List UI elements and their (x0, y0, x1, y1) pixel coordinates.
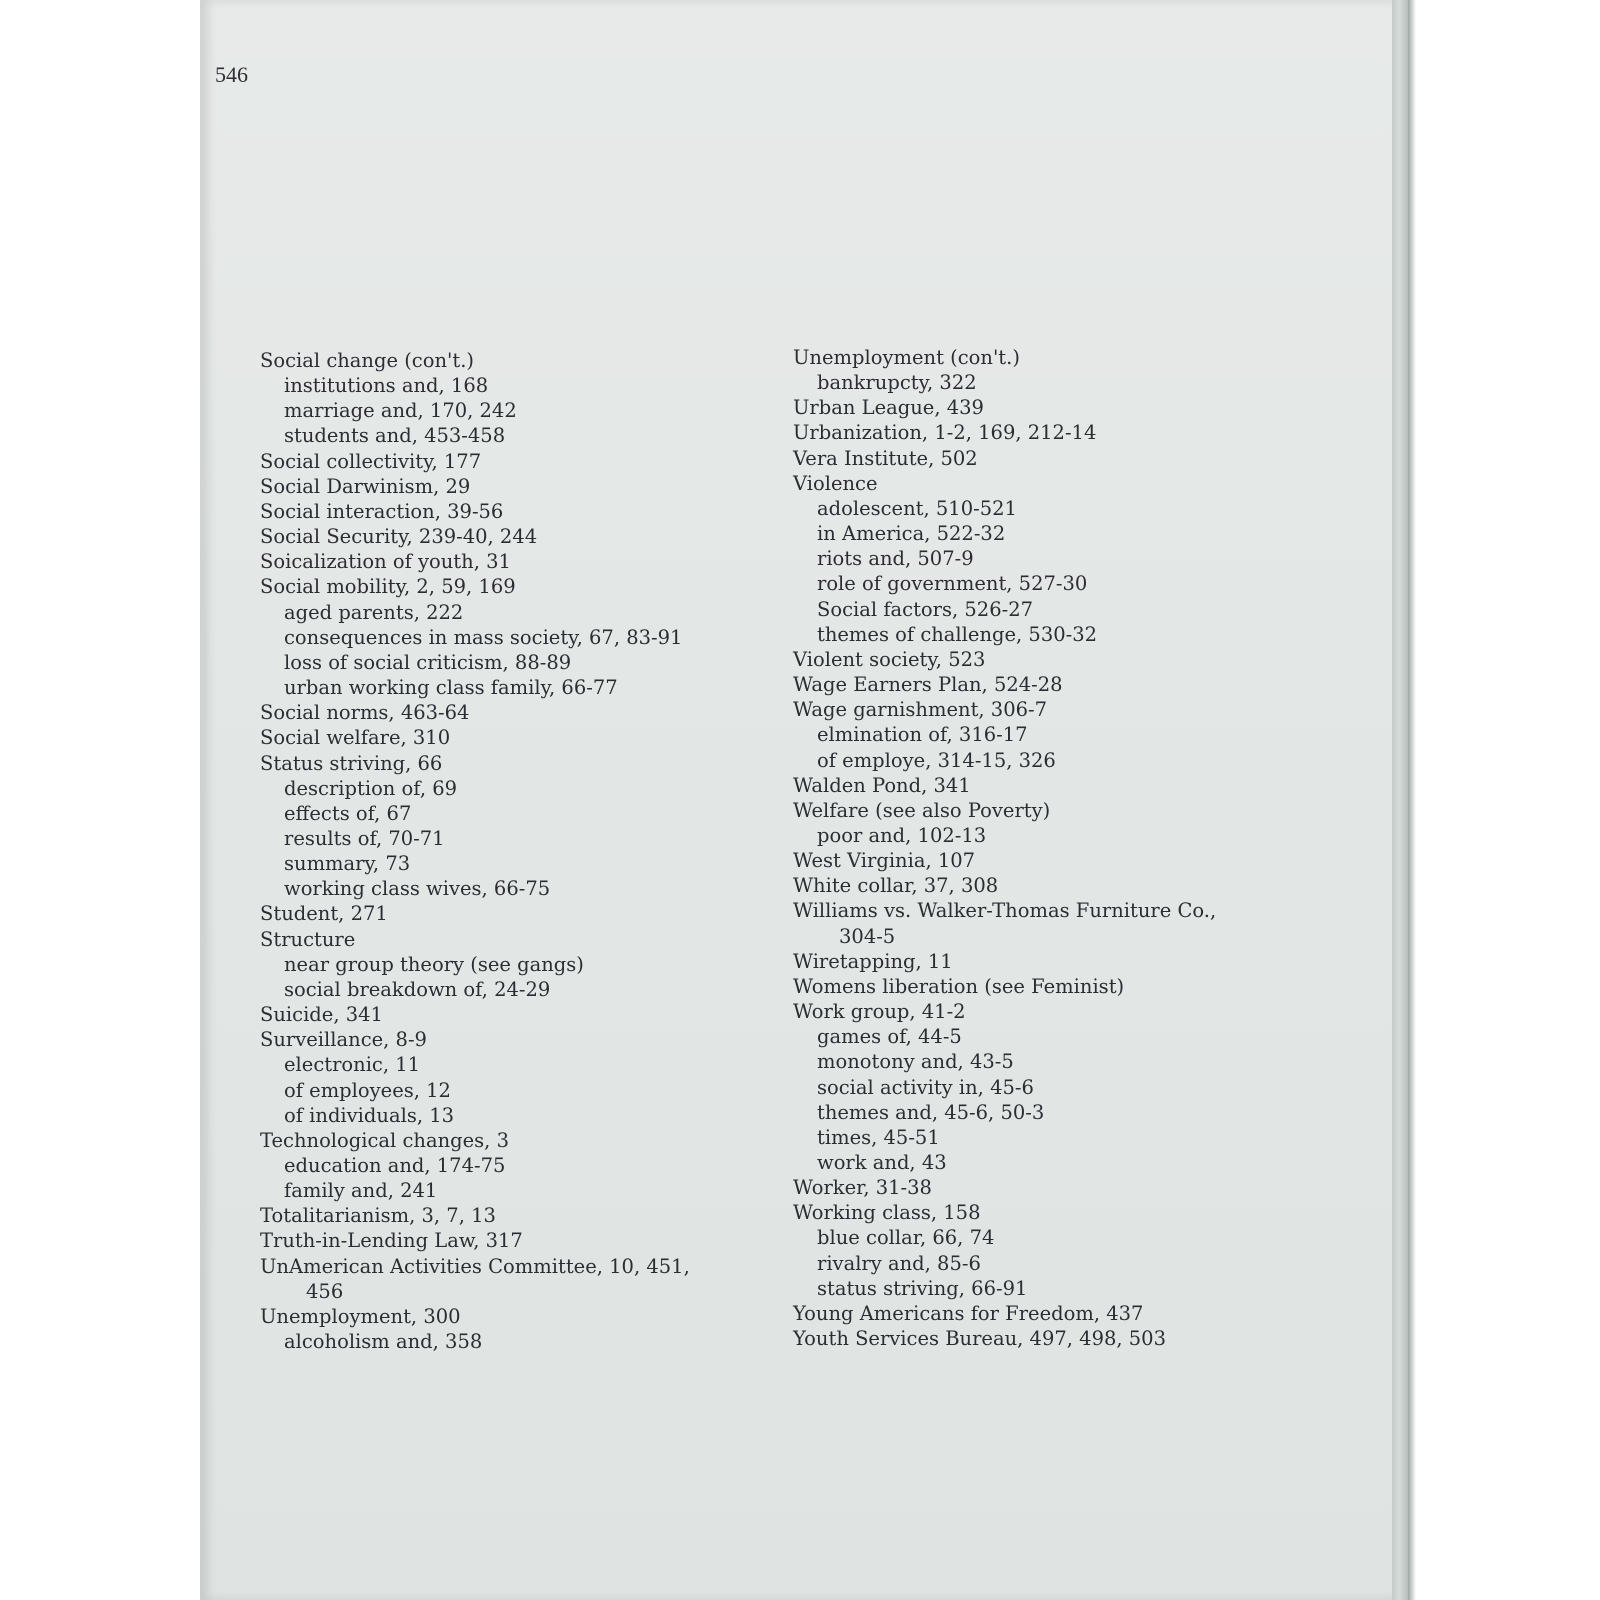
index-subentry (793, 1100, 1216, 1125)
index-entry (260, 524, 690, 549)
index-entry-text: West Virginia, 107 (793, 849, 976, 873)
index-subentry (793, 571, 1216, 596)
index-subentry (260, 851, 690, 876)
index-entry (260, 725, 690, 750)
index-entry (260, 1254, 690, 1304)
index-subentry (260, 801, 690, 826)
index-entry (260, 449, 690, 474)
index-entry-text: status striving, 66-91 (817, 1276, 1028, 1300)
index-entry (793, 471, 1216, 496)
index-subentry (793, 1075, 1216, 1100)
index-entry (260, 1002, 690, 1027)
index-entry (260, 474, 690, 499)
index-entry (793, 949, 1216, 974)
index-entry-text: Totalitarianism, 3, 7, 13 (260, 1204, 496, 1228)
index-entry-text: Vera Institute, 502 (793, 446, 978, 470)
index-entry-text: Social interaction, 39-56 (260, 499, 504, 523)
index-subentry (793, 370, 1216, 395)
index-entry (260, 700, 690, 725)
index-entry (260, 499, 690, 524)
index-subentry (260, 1153, 690, 1178)
index-entry-text: effects of, 67 (284, 801, 412, 825)
index-entry (793, 798, 1216, 823)
index-entry-text: Status striving, 66 (260, 751, 443, 775)
index-entry-text: of employe, 314-15, 326 (817, 748, 1056, 772)
index-subentry (793, 521, 1216, 546)
index-subentry (793, 1024, 1216, 1049)
index-entry-text: working class wives, 66-75 (284, 877, 551, 901)
index-entry-text: institutions and, 168 (284, 374, 489, 398)
index-entry-text: in America, 522-32 (817, 522, 1006, 546)
index-entry (793, 1326, 1216, 1351)
index-subentry (260, 977, 690, 1002)
index-subentry (260, 625, 690, 650)
index-entry-text: consequences in mass society, 67, 83-91 (284, 625, 683, 649)
index-subentry (793, 748, 1216, 773)
index-column-left (260, 348, 690, 1354)
index-entry-text: blue collar, 66, 74 (817, 1226, 995, 1250)
index-entry-text: of employees, 12 (284, 1078, 451, 1102)
index-entry-text: games of, 44-5 (817, 1025, 962, 1049)
page-stack-edge (1392, 0, 1408, 1600)
index-entry (793, 647, 1216, 672)
index-entry-text: urban working class family, 66-77 (284, 676, 618, 700)
index-entry-text: Work group, 41-2 (793, 1000, 966, 1024)
index-subentry (793, 496, 1216, 521)
index-entry-text: Violent society, 523 (793, 647, 986, 671)
index-entry (793, 420, 1216, 445)
index-entry (793, 974, 1216, 999)
index-entry-text: UnAmerican Activities Committee, 10, 451, (260, 1254, 690, 1278)
index-entry (793, 1175, 1216, 1200)
index-subentry (260, 373, 690, 398)
index-entry-text: role of government, 527-30 (817, 572, 1088, 596)
index-entry-text: Violence (793, 471, 878, 495)
index-entry-text: alcoholism and, 358 (284, 1330, 483, 1354)
index-subentry (793, 1251, 1216, 1276)
index-entry-text: social activity in, 45-6 (817, 1075, 1034, 1099)
index-entry-text: Unemployment, 300 (260, 1304, 461, 1328)
index-entry (260, 1304, 690, 1329)
index-entry-text: marriage and, 170, 242 (284, 399, 517, 423)
index-entry-text: description of, 69 (284, 776, 458, 800)
index-entry-text: Social collectivity, 177 (260, 449, 482, 473)
index-subentry (260, 650, 690, 675)
index-subentry (793, 1276, 1216, 1301)
index-entry-text: Urban League, 439 (793, 396, 984, 420)
index-entry-text: poor and, 102-13 (817, 823, 987, 847)
index-subentry (260, 1329, 690, 1354)
index-entry-text: Walden Pond, 341 (793, 773, 971, 797)
index-entry-text: work and, 43 (817, 1151, 947, 1174)
index-entry-text: family and, 241 (284, 1179, 438, 1203)
index-entry-text: Wage Earners Plan, 524-28 (793, 673, 1063, 697)
index-entry-text: Technological changes, 3 (260, 1128, 509, 1152)
index-entry (793, 697, 1216, 722)
index-subentry (260, 1052, 690, 1077)
index-subentry (793, 1150, 1216, 1175)
index-entry-text: monotony and, 43-5 (817, 1050, 1014, 1074)
index-entry (260, 1027, 690, 1052)
index-entry-text: adolescent, 510-521 (817, 496, 1017, 520)
index-entry-text: near group theory (see gangs) (284, 952, 584, 976)
index-entry-text: Social Security, 239-40, 244 (260, 525, 538, 549)
index-entry-text: electronic, 11 (284, 1053, 421, 1077)
index-entry (793, 345, 1216, 370)
index-entry-text: riots and, 507-9 (817, 547, 974, 571)
index-entry-text: bankrupcty, 322 (817, 371, 977, 395)
index-entry-text: Wage garnishment, 306-7 (793, 698, 1048, 722)
page-number: 546 (215, 62, 248, 87)
index-subentry (793, 622, 1216, 647)
index-column-right (793, 345, 1216, 1351)
index-entry-text: Unemployment (con't.) (793, 346, 1020, 369)
index-subentry (260, 600, 690, 625)
index-entry-text: Wiretapping, 11 (793, 949, 953, 973)
index-entry-continuation: 456 (306, 1279, 344, 1303)
index-entry-text: times, 45-51 (817, 1125, 940, 1149)
index-entry-text: Social factors, 526-27 (817, 597, 1034, 621)
index-subentry (260, 423, 690, 448)
index-entry (260, 927, 690, 952)
index-subentry (260, 876, 690, 901)
index-entry-text: Structure (260, 927, 356, 951)
index-entry-text: Worker, 31-38 (793, 1176, 932, 1200)
index-entry-text: Williams vs. Walker-Thomas Furniture Co., (793, 899, 1217, 923)
index-entry (260, 574, 690, 599)
index-entry (260, 348, 690, 373)
index-entry (260, 901, 690, 926)
index-entry-text: Social welfare, 310 (260, 726, 451, 750)
index-subentry (260, 1103, 690, 1128)
index-entry (260, 549, 690, 574)
index-subentry (793, 823, 1216, 848)
index-entry-text: summary, 73 (284, 852, 411, 876)
index-entry-text: loss of social criticism, 88-89 (284, 650, 572, 674)
index-entry-text: Surveillance, 8-9 (260, 1028, 427, 1052)
index-entry (793, 672, 1216, 697)
index-entry-text: themes and, 45-6, 50-3 (817, 1100, 1045, 1124)
index-entry-text: aged parents, 222 (284, 600, 464, 624)
index-entry (793, 898, 1216, 948)
index-subentry (260, 952, 690, 977)
index-entry-text: Social change (con't.) (260, 349, 475, 372)
index-entry (260, 1203, 690, 1228)
index-subentry (793, 546, 1216, 571)
index-entry (793, 446, 1216, 471)
index-entry (793, 1301, 1216, 1326)
index-entry (793, 999, 1216, 1024)
index-entry (260, 1128, 690, 1153)
index-entry-text: social breakdown of, 24-29 (284, 977, 551, 1001)
index-entry-text: rivalry and, 85-6 (817, 1251, 981, 1275)
index-entry (260, 751, 690, 776)
index-entry-text: Welfare (see also Poverty) (793, 798, 1051, 822)
index-subentry (260, 398, 690, 423)
index-entry-continuation: 304-5 (839, 924, 896, 948)
index-subentry (793, 1225, 1216, 1250)
index-subentry (260, 776, 690, 801)
index-entry-text: Student, 271 (260, 902, 388, 926)
index-entry-text: results of, 70-71 (284, 826, 445, 850)
index-entry-text: Womens liberation (see Feminist) (793, 974, 1125, 998)
index-entry (793, 1200, 1216, 1225)
index-subentry (793, 722, 1216, 747)
index-entry-text: education and, 174-75 (284, 1154, 506, 1177)
index-entry-text: Urbanization, 1-2, 169, 212-14 (793, 421, 1097, 445)
index-entry-text: Truth-in-Lending Law, 317 (260, 1229, 523, 1253)
index-entry (793, 395, 1216, 420)
index-subentry (793, 1049, 1216, 1074)
index-entry-text: themes of challenge, 530-32 (817, 622, 1098, 646)
index-entry-text: Social norms, 463-64 (260, 701, 470, 725)
index-entry-text: Social Darwinism, 29 (260, 474, 471, 498)
index-subentry (793, 597, 1216, 622)
index-entry (260, 1228, 690, 1253)
index-subentry (260, 1178, 690, 1203)
index-subentry (260, 826, 690, 851)
index-entry (793, 773, 1216, 798)
index-entry-text: White collar, 37, 308 (793, 874, 999, 898)
index-entry-text: Young Americans for Freedom, 437 (793, 1301, 1144, 1325)
index-entry-text: Youth Services Bureau, 497, 498, 503 (793, 1327, 1166, 1351)
index-entry-text: Working class, 158 (793, 1201, 981, 1225)
index-entry-text: Suicide, 341 (260, 1003, 383, 1027)
index-entry-text: students and, 453-458 (284, 424, 506, 448)
index-entry-text: Soicalization of youth, 31 (260, 550, 511, 574)
index-entry (793, 848, 1216, 873)
index-entry (793, 873, 1216, 898)
index-entry-text: elmination of, 316-17 (817, 723, 1028, 747)
index-entry-text: Social mobility, 2, 59, 169 (260, 575, 516, 599)
index-subentry (260, 675, 690, 700)
index-subentry (793, 1125, 1216, 1150)
index-subentry (260, 1078, 690, 1103)
index-entry-text: of individuals, 13 (284, 1103, 455, 1127)
